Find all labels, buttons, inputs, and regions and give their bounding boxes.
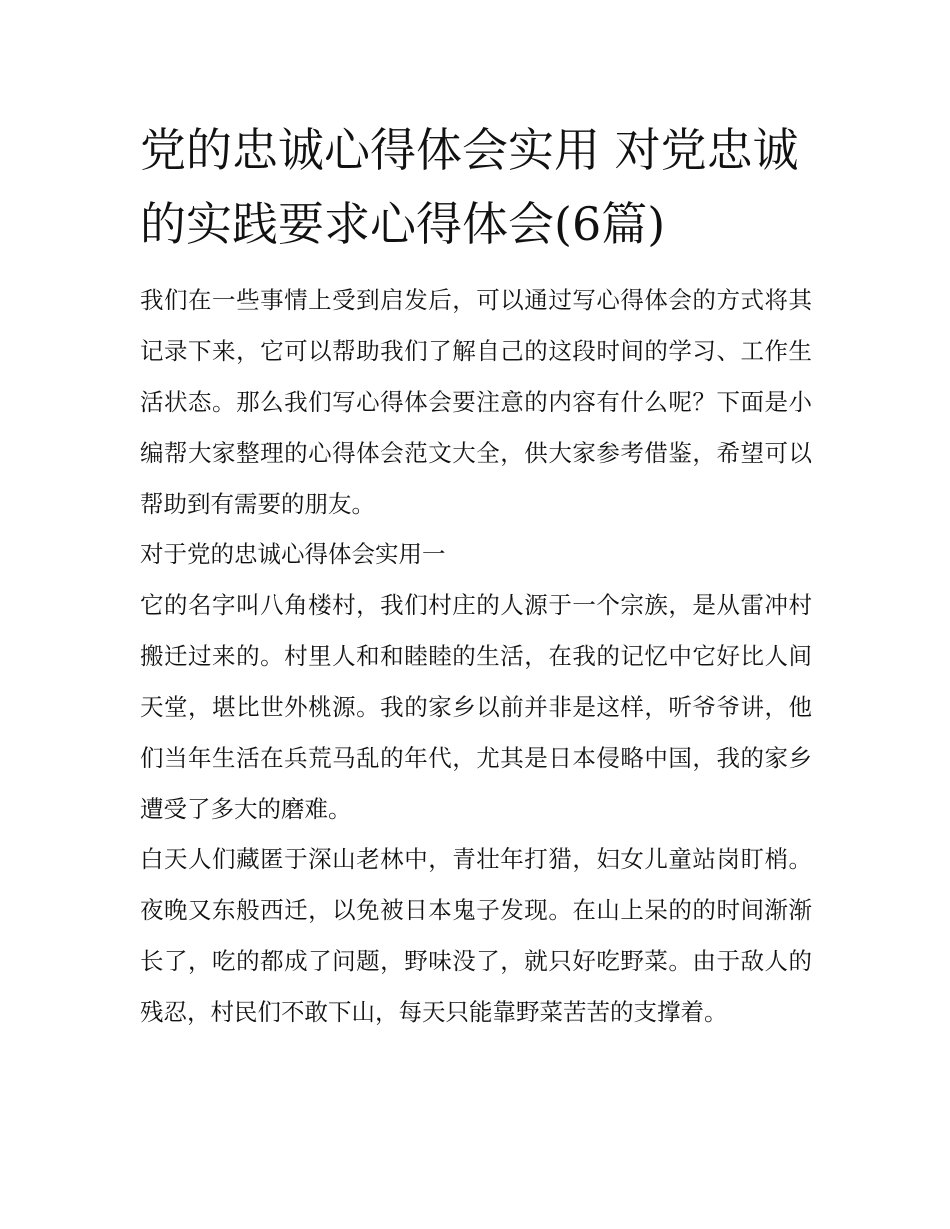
body-paragraph: 白天人们藏匿于深山老林中，青壮年打猎，妇女儿童站岗盯梢。夜晚又东般西迁，以免被日本鬼子发现。在山上呆的的时间渐渐长了，吃的都成了问题，野味没了，就只好吃野菜。由于敌人的残忍，村民们不敢下山，每天只能靠野菜苦苦的支撑着。	[140, 845, 812, 1026]
document-title: 党的忠诚心得体会实用 对党忠诚的实践要求心得体会(6篇)	[140, 123, 799, 251]
body-paragraph: 它的名字叫八角楼村，我们村庄的人源于一个宗族，是从雷冲村搬迁过来的。村里人和和睦睦的生活，在我的记忆中它好比人间天堂，堪比世外桃源。我的家乡以前并非是这样，听爷爷讲，他们当年生活在兵荒马乱的年代，尤其是日本侵略中国，我的家乡遭受了多大的磨难。	[140, 591, 812, 823]
intro-paragraph: 我们在一些事情上受到启发后，可以通过写心得体会的方式将其记录下来，它可以帮助我们了解自己的这段时间的学习、工作生活状态。那么我们写心得体会要注意的内容有什么呢？下面是小编帮大家整理的心得体会范文大全，供大家参考借鉴，希望可以帮助到有需要的朋友。	[140, 286, 812, 518]
section-heading: 对于党的忠诚心得体会实用一	[140, 540, 446, 568]
